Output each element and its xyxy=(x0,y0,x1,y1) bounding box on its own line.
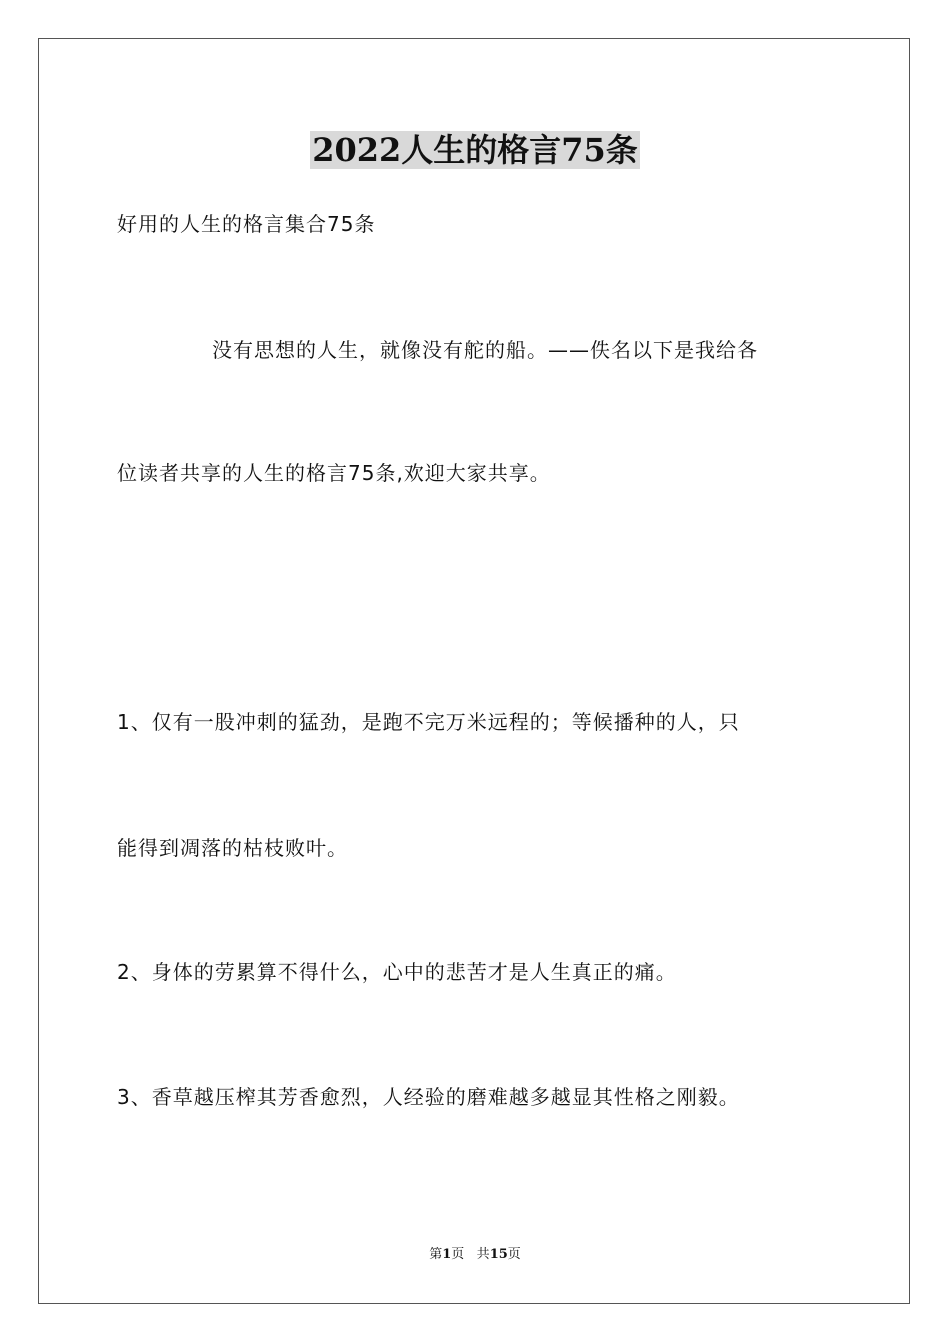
page-number: 1 xyxy=(442,1247,452,1262)
quote-3: 3、香草越压榨其芳香愈烈，人经验的磨难越多越显其性格之刚毅。 xyxy=(117,1085,740,1109)
page-suffix: 页 xyxy=(451,1247,465,1262)
title-text: 2022人生的格言75条 xyxy=(312,131,638,169)
total-pages: 15 xyxy=(489,1247,508,1262)
quote-1-line-1: 1、仅有一股冲刺的猛劲，是跑不完万米远程的；等候播种的人，只 xyxy=(117,710,740,734)
intro-line-1: 没有思想的人生，就像没有舵的船。——佚名以下是我给各 xyxy=(212,338,758,362)
total-suffix: 页 xyxy=(507,1247,521,1262)
quote-2: 2、身体的劳累算不得什么，心中的悲苦才是人生真正的痛。 xyxy=(117,960,677,984)
quote-1-line-2: 能得到凋落的枯枝败叶。 xyxy=(117,836,348,860)
intro-line-2: 位读者共享的人生的格言75条,欢迎大家共享。 xyxy=(117,461,551,485)
page-footer xyxy=(0,1246,950,1264)
page-prefix: 第 xyxy=(429,1247,443,1262)
document-title xyxy=(0,128,950,172)
total-prefix: 共 xyxy=(476,1247,490,1262)
subtitle-line: 好用的人生的格言集合75条 xyxy=(117,212,376,236)
